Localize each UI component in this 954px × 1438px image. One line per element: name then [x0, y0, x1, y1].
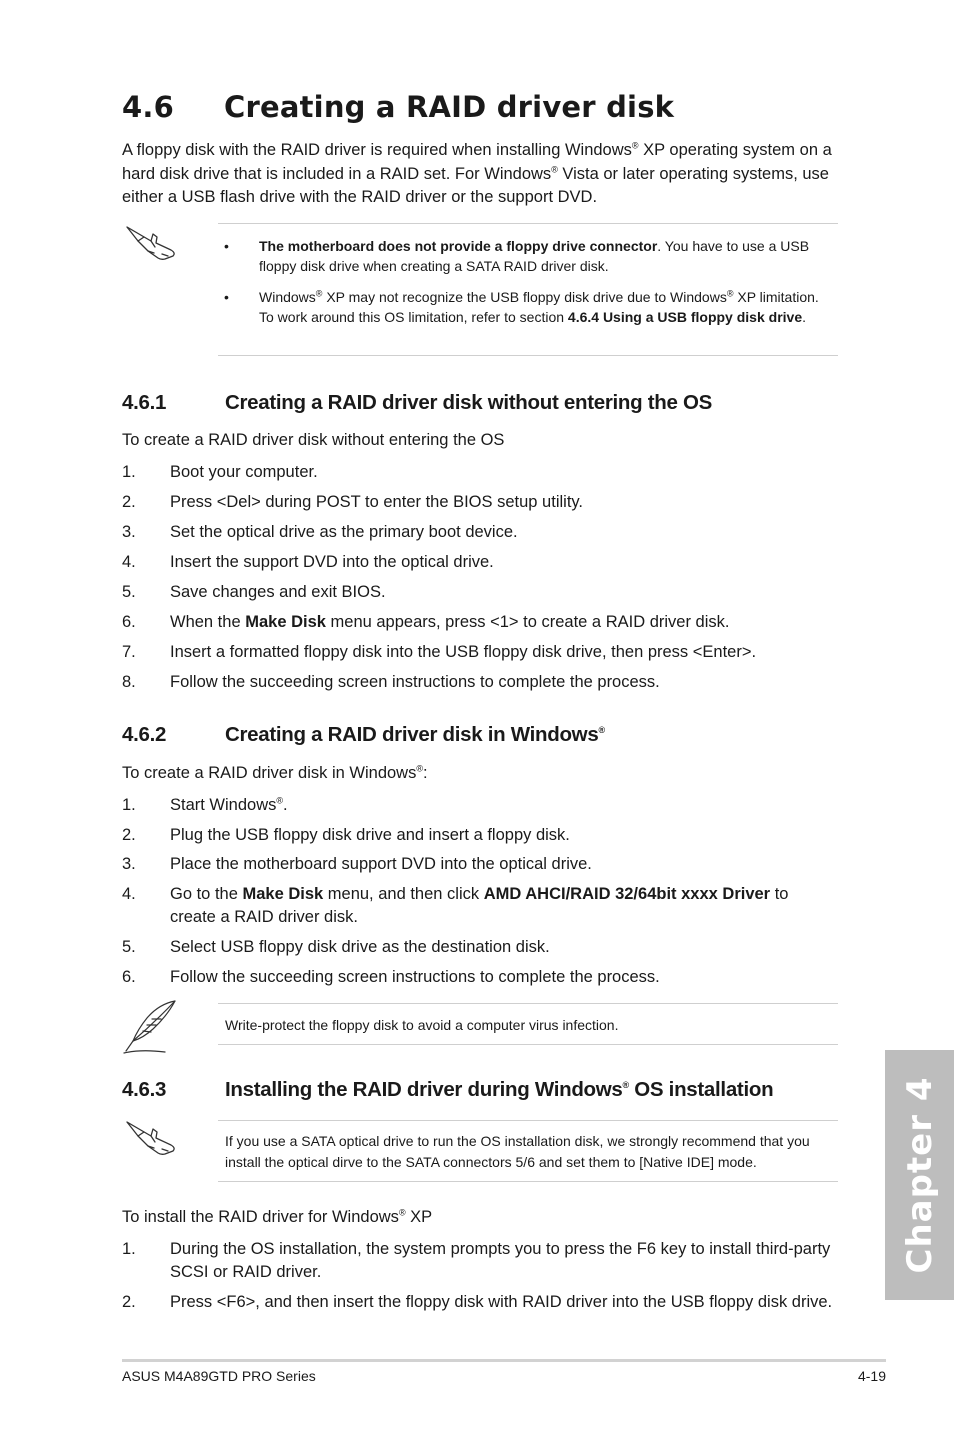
section-title: Creating a RAID driver disk — [224, 90, 675, 124]
chapter-label: Chapter 4 — [899, 1076, 940, 1274]
pointing-hand-icon — [124, 224, 178, 262]
note-text-463: If you use a SATA optical drive to run the OS installation disk, we strongly recommend that you install the optical dirve to the SATA connectors 5/6 and set them to [Native IDE] mode. — [225, 1133, 810, 1170]
chapter-tab — [885, 1050, 954, 1300]
list-item: 5. Save changes and exit BIOS. — [122, 583, 386, 601]
note-bullet-2: • Windows® XP may not recognize the USB floppy disk drive due to Windows® XP limitation. To work around this OS limitation, refer to section 4.6.4 Using a USB floppy disk drive. — [224, 288, 819, 325]
list-item: 7. Insert a formatted floppy disk into the USB floppy disk drive, then press <Enter>. — [122, 643, 757, 661]
list-item: 3. Place the motherboard support DVD into the optical drive. — [122, 855, 592, 873]
list-item: 8. Follow the succeeding screen instructions to complete the process. — [122, 673, 660, 691]
footer-product: ASUS M4A89GTD PRO Series — [122, 1368, 316, 1384]
note-box — [218, 223, 838, 356]
list-item: 4. Go to the Make Disk menu, and then click AMD AHCI/RAID 32/64bit xxxx Driver to create a RAID driver disk. — [122, 885, 789, 926]
list-item: 4. Insert the support DVD into the optical drive. — [122, 553, 494, 571]
list-item: 5. Select USB floppy disk drive as the destination disk. — [122, 938, 550, 956]
list-item: 1. Boot your computer. — [122, 463, 318, 481]
note-bullet-1: • The motherboard does not provide a floppy drive connector. You have to use a USB floppy disk drive when creating a SATA RAID driver disk. — [224, 238, 810, 274]
quill-pen-icon — [121, 998, 179, 1056]
subsection-heading-462: 4.6.2 Creating a RAID driver disk in Windows® — [122, 723, 605, 746]
pointing-hand-icon — [124, 1119, 178, 1157]
list-item: 1. During the OS installation, the system prompts you to press the F6 key to install third-party SCSI or RAID driver. — [122, 1240, 831, 1281]
list-item: 6. When the Make Disk menu appears, press <1> to create a RAID driver disk. — [122, 613, 730, 631]
subsection-heading-463: 4.6.3 Installing the RAID driver during Windows® OS installation — [122, 1078, 774, 1101]
tip-text: Write-protect the floppy disk to avoid a computer virus infection. — [225, 1017, 619, 1033]
tip-box — [218, 1003, 838, 1045]
intro-paragraph: A floppy disk with the RAID driver is required when installing Windows® XP operating system on a hard disk drive that is included in a RAID set. For Windows® Vista or later operating systems, use either a USB flash drive with the RAID driver or the support DVD. — [122, 140, 832, 206]
footer-page-number: 4-19 — [857, 1368, 886, 1384]
list-item: 1. Start Windows®. — [122, 795, 288, 814]
section-number: 4.6 — [122, 90, 174, 124]
list-item: 2. Press <F6>, and then insert the floppy disk with RAID driver into the USB floppy disk drive. — [122, 1293, 833, 1311]
lead-461: To create a RAID driver disk without entering the OS — [122, 431, 505, 449]
page-title — [122, 90, 674, 124]
lead-462: To create a RAID driver disk in Windows®: — [122, 763, 428, 782]
footer-divider — [122, 1359, 886, 1362]
list-item: 2. Plug the USB floppy disk drive and insert a floppy disk. — [122, 826, 570, 844]
subsection-heading-461: 4.6.1 Creating a RAID driver disk without entering the OS — [122, 391, 713, 414]
list-item: 6. Follow the succeeding screen instructions to complete the process. — [122, 968, 660, 986]
note-box-463 — [218, 1120, 838, 1182]
list-item: 2. Press <Del> during POST to enter the BIOS setup utility. — [122, 493, 584, 511]
lead-463: To install the RAID driver for Windows® XP — [122, 1207, 433, 1226]
list-item: 3. Set the optical drive as the primary boot device. — [122, 523, 518, 541]
